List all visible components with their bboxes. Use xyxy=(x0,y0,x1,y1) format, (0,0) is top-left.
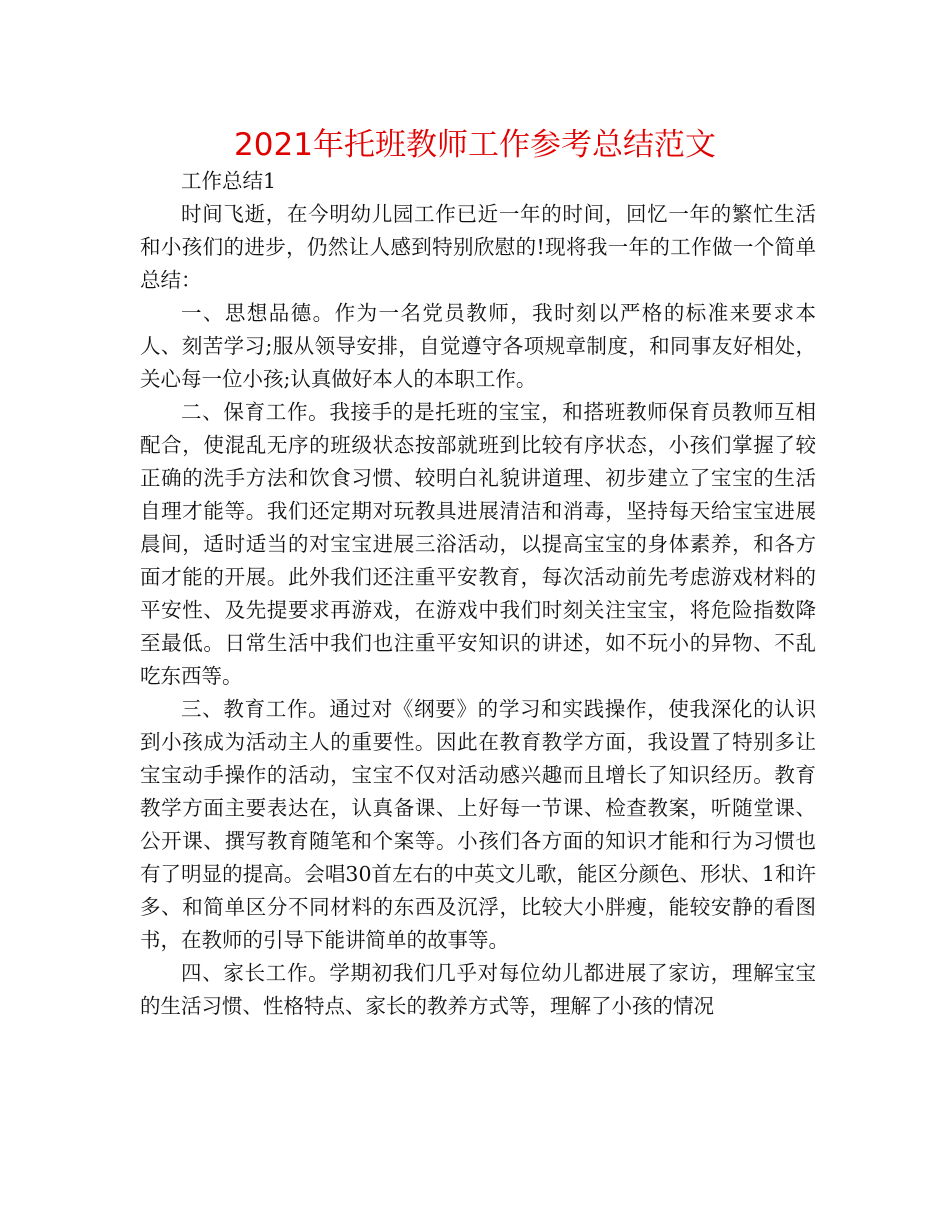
document-title: 2021年托班教师工作参考总结范文 xyxy=(234,127,716,163)
document-body xyxy=(140,165,816,1023)
paragraph-moral: 一、思想品德。作为一名党员教师，我时刻以严格的标准来要求本人、刻苦学习;服从领导安排，自觉遵守各项规章制度，和同事友好相处，关心每一位小孩;认真做好本人的本职工作。 xyxy=(140,301,816,391)
section-heading: 工作总结1 xyxy=(181,169,277,193)
paragraph-care: 二、保育工作。我接手的是托班的宝宝，和搭班教师保育员教师互相配合，使混乱无序的班级状态按部就班到比较有序状态，小孩们掌握了较正确的洗手方法和饮食习惯、较明白礼貌讲道理、初步建立了宝宝的生活自理才能等。我们还定期对玩教具进展清洁和消毒，坚持每天给宝宝进展晨间，适时适当的对宝宝进展三浴活动，以提高宝宝的身体素养，和各方面才能的开展。此外我们还注重平安教育，每次活动前先考虑游戏材料的平安性、及先提要求再游戏，在游戏中我们时刻关注宝宝，将危险指数降至最低。日常生活中我们也注重平安知识的讲述，如不玩小的异物、不乱吃东西等。 xyxy=(140,400,816,688)
paragraph-intro: 时间飞逝，在今明幼儿园工作已近一年的时间，回忆一年的繁忙生活和小孩们的进步，仍然让人感到特别欣慰的!现将我一年的工作做一个简单总结： xyxy=(140,202,816,292)
paragraph-parents: 四、家长工作。学期初我们几乎对每位幼儿都进展了家访，理解宝宝的生活习惯、性格特点、家长的教养方式等，理解了小孩的情况 xyxy=(140,961,816,1018)
paragraph-education: 三、教育工作。通过对《纲要》的学习和实践操作，使我深化的认识到小孩成为活动主人的重要性。因此在教育教学方面，我设置了特别多让宝宝动手操作的活动，宝宝不仅对活动感兴趣而且增长了知识经历。教育教学方面主要表达在，认真备课、上好每一节课、检查教案，听随堂课、公开课、撰写教育随笔和个案等。小孩们各方面的知识才能和行为习惯也有了明显的提高。会唱30首左右的中英文儿歌，能区分颜色、形状、1和许多、和简单区分不同材料的东西及沉浮，比较大小胖瘦，能较安静的看图书，在教师的引导下能讲简单的故事等。 xyxy=(140,697,816,952)
